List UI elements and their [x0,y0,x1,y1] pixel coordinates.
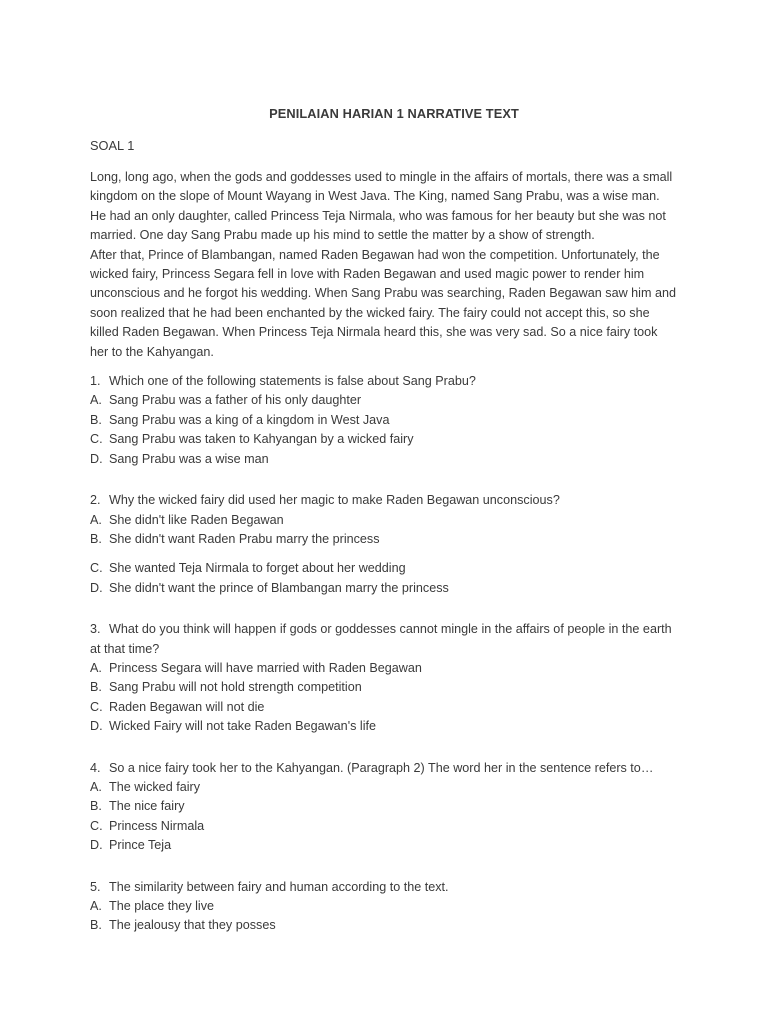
answer-option [90,836,690,855]
story-line: kingdom on the slope of Mount Wayang in West Java. The King, named Sang Prabu, was a wise man. [90,189,660,204]
question-3 [90,620,690,736]
option-letter: D. [90,719,103,734]
option-letter: B. [90,412,102,427]
question-number: 3. [90,622,101,637]
option-letter: C. [90,699,103,714]
option-text: The nice fairy [109,799,185,814]
story-line: Long, long ago, when the gods and goddesses used to mingle in the affairs of mortals, there was a small [90,170,673,184]
option-text: The jealousy that they posses [109,918,276,933]
answer-option [90,717,690,736]
option-text: Prince Teja [109,838,172,853]
option-text: She didn't want the prince of Blambangan marry the princess [109,580,449,595]
option-text: The place they live [109,899,215,913]
answer-option [90,559,690,578]
option-text: Raden Begawan will not die [109,699,265,714]
option-letter: A. [90,512,102,527]
question-4 [90,759,690,856]
option-text: She wanted Teja Nirmala to forget about her wedding [109,561,406,576]
option-text: Sang Prabu was a father of his only daughter [109,393,362,408]
option-letter: B. [90,531,102,546]
option-letter: D. [90,451,103,466]
option-text: Wicked Fairy will not take Raden Begawan's life [109,719,376,734]
story-line: After that, Prince of Blambangan, named Raden Begawan had won the competition. Unfortunately, the [90,247,660,262]
option-text: The wicked fairy [109,779,200,794]
option-letter: C. [90,561,103,576]
answer-option [90,797,690,816]
answer-option [90,678,690,697]
option-letter: B. [90,918,102,933]
answer-option [90,430,690,449]
story-line: married. One day Sang Prabu made up his mind to settle the matter by a show of strength. [90,228,595,243]
option-text: She didn't like Raden Begawan [109,512,284,527]
option-letter: C. [90,432,103,447]
answer-option [90,817,690,836]
answer-option [90,698,690,717]
question-5 [90,878,690,936]
question-text: So a nice fairy took her to the Kahyangan. (Paragraph 2) The word her in the sentence refers to… [109,760,654,775]
answer-option [90,579,690,598]
answer-option [90,778,690,797]
option-text: She didn't want Raden Prabu marry the princess [109,531,380,546]
question-text: Why the wicked fairy did used her magic to make Raden Begawan unconscious? [109,493,560,508]
answer-option [90,916,690,935]
option-letter: A. [90,393,102,408]
story-line: He had an only daughter, called Princess Teja Nirmala, who was famous for her beauty but she was not [90,208,666,223]
question-number: 4. [90,760,101,775]
option-text: Princess Nirmala [109,818,205,833]
section-label: SOAL 1 [90,138,135,153]
option-text: Sang Prabu was taken to Kahyangan by a wicked fairy [109,432,414,447]
option-letter: A. [90,899,102,913]
option-letter: A. [90,660,102,675]
story-line: soon realized that he had been enchanted by the wicked fairy. The fairy could not accept this, so she [90,305,650,320]
answer-option [90,511,690,530]
question-text: What do you think will happen if gods or goddesses cannot mingle in the affairs of people in the earth [109,622,672,637]
question-1 [90,372,690,469]
question-stem [90,878,690,897]
question-stem [90,491,690,510]
story-line: her to the Kahyangan. [90,344,214,359]
story-line: wicked fairy, Princess Segara fell in love with Raden Begawan and used magic power to render him [90,267,645,282]
story-text [90,168,690,362]
question-text: Which one of the following statements is false about Sang Prabu? [109,374,476,389]
story-line: unconscious and he forgot his wedding. When Sang Prabu was searching, Raden Begawan saw him and [90,286,676,301]
question-text: The similarity between fairy and human according to the text. [109,879,449,894]
answer-option [90,897,690,916]
option-text: Sang Prabu was a king of a kingdom in West Java [109,412,390,427]
document-title: PENILAIAN HARIAN 1 NARRATIVE TEXT [269,106,519,121]
question-stem-continued: at that time? [90,641,160,656]
question-stem [90,620,690,639]
answer-option [90,530,690,549]
question-stem [90,759,690,778]
answer-option [90,659,690,678]
question-number: 1. [90,374,101,389]
option-letter: B. [90,799,102,814]
question-number: 2. [90,493,101,508]
option-text: Sang Prabu will not hold strength competition [109,680,362,695]
option-letter: A. [90,779,102,794]
option-letter: D. [90,580,103,595]
question-number: 5. [90,879,101,894]
option-letter: B. [90,680,102,695]
option-letter: D. [90,838,103,853]
answer-option [90,450,690,469]
question-2 [90,491,690,598]
option-letter: C. [90,818,103,833]
option-text: Princess Segara will have married with Raden Begawan [109,660,422,675]
document-page [90,104,690,936]
option-text: Sang Prabu was a wise man [109,451,269,466]
question-stem [90,372,690,391]
story-line: killed Raden Begawan. When Princess Teja Nirmala heard this, she was very sad. So a nice fairy took [90,325,658,340]
answer-option [90,411,690,430]
answer-option [90,391,690,410]
